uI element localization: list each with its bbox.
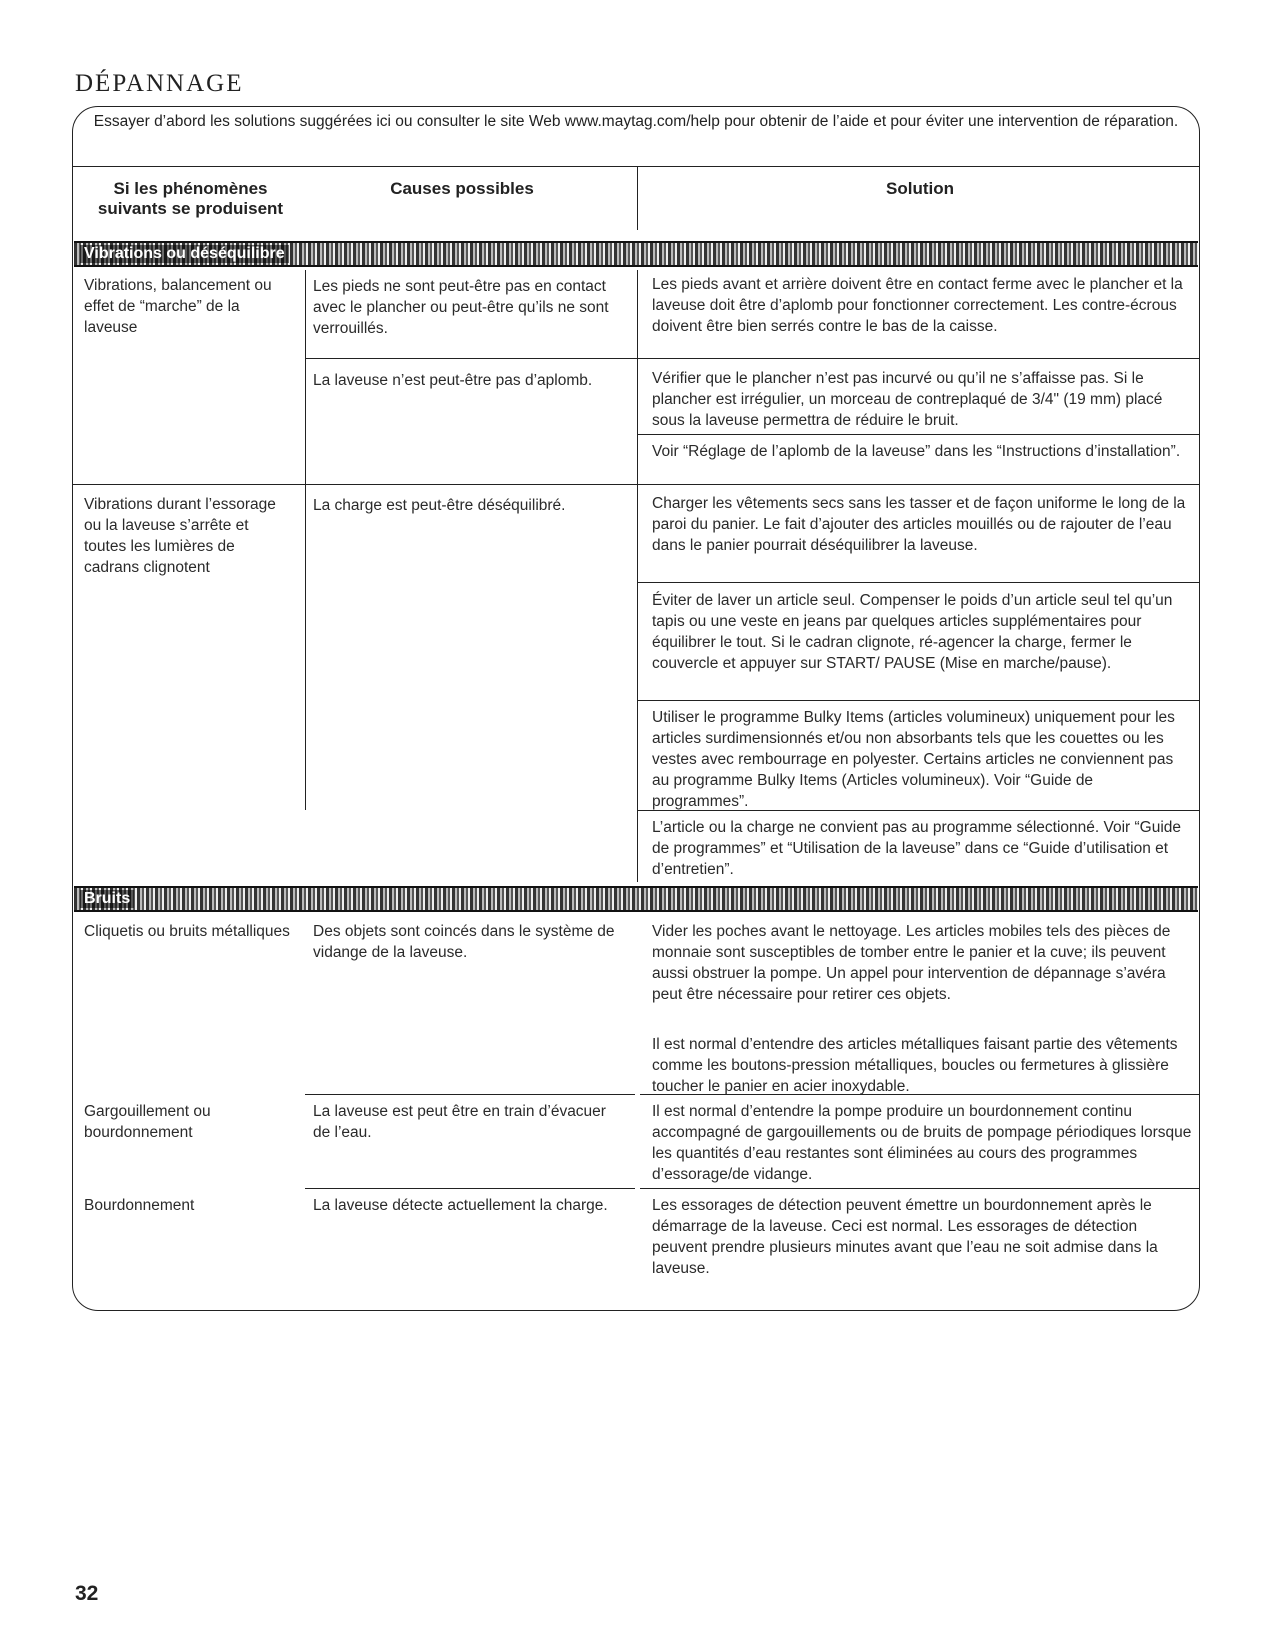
- cause-feet-not-locked: Les pieds ne sont peut-être pas en contact avec le plancher ou peut-être qu’ils ne sont verrouillés.: [313, 278, 609, 337]
- header-causes: Causes possibles: [390, 179, 534, 198]
- page-number: 32: [75, 1582, 99, 1605]
- intro-text: Essayer d’abord les solutions suggérées ici ou consulter le site Web www.maytag.com/help pour obtenir de l’aide et pour éviter une intervention de réparation.: [93, 113, 1179, 130]
- header-column-divider: [637, 166, 638, 230]
- solution-wrong-cycle: L’article ou la charge ne convient pas au programme sélectionné. Voir “Guide de programmes” et “Utilisation de la laveuse” dans ce “Guide d’utilisation et d’entretien”.: [652, 819, 1182, 878]
- cause-objects-stuck: Des objets sont coincés dans le système de vidange de la laveuse.: [313, 923, 615, 961]
- header-solution: Solution: [886, 179, 954, 198]
- problem-spin-vibrations: Vibrations durant l’essorage ou la laveuse s’arrête et toutes les lumières de cadrans clignotent: [84, 496, 276, 576]
- cause-draining: La laveuse est peut être en train d’évacuer de l’eau.: [313, 1103, 606, 1141]
- header-problem: Si les phénomènes suivants se produisent: [97, 179, 284, 218]
- solution-see-installation: Voir “Réglage de l’aplomb de la laveuse” dans les “Instructions d’installation”.: [652, 443, 1181, 460]
- divider-row3-cause: [305, 1094, 635, 1095]
- problem-humming: Bourdonnement: [84, 1197, 195, 1214]
- cause-unbalanced-load: La charge est peut-être déséquilibré.: [313, 497, 566, 514]
- divider-row4-cause: [305, 1188, 635, 1189]
- column-divider-1: [305, 270, 306, 810]
- solution-bulky-items: Utiliser le programme Bulky Items (articles volumineux) uniquement pour les articles surdimensionnés et/ou non absorbants tels que les couettes ou les vestes avec rembourrage en polyester. Certains articles ne conviennent pas au programme Bulky Items (Articles volumineux). Voir “Guide de programmes”.: [652, 709, 1175, 810]
- solution-check-floor: Vérifier que le plancher n’est pas incurvé ou qu’il ne s’affaisse pas. Si le plancher est irrégulier, un morceau de contreplaqué de 3/4" (19 mm) placé sous la laveuse permettra de réduire le bruit.: [652, 370, 1163, 429]
- page-title: DÉPANNAGE: [75, 70, 244, 97]
- divider-r2-b: [637, 700, 1200, 701]
- solution-pump-normal: Il est normal d’entendre la pompe produire un bourdonnement continu accompagné de gargouillements ou de bruits de pompage périodiques lorsque les quantités d’eau restantes sont éliminées au cours des programmes d’essorage/de vidange.: [652, 1103, 1192, 1183]
- section-band-noises: [74, 886, 1198, 912]
- solution-feet-contact: Les pieds avant et arrière doivent être en contact ferme avec le plancher et la laveuse doit être d’aplomb pour fonctionner correctement. Les contre-écrous doivent être bien serrés contre le bas de la caisse.: [652, 276, 1183, 335]
- divider-r2-c: [637, 810, 1200, 811]
- problem-vibrations: Vibrations, balancement ou effet de “marche” de la laveuse: [84, 277, 272, 336]
- solution-avoid-single-item: Éviter de laver un article seul. Compenser le poids d’un article seul tel qu’un tapis ou une veste en jeans par quelques articles supplémentaires pour équilibrer le tout. Si le cadran clignote, ré-agencer la charge, fermer le couvercle et appuyer sur START/ PAUSE (Mise en marche/pause).: [652, 592, 1173, 672]
- divider-r1-a: [305, 358, 1200, 359]
- divider-row3-solution: [640, 1094, 1200, 1095]
- cause-sensing-load: La laveuse détecte actuellement la charge.: [313, 1197, 608, 1214]
- solution-sensing-spins: Les essorages de détection peuvent émettre un bourdonnement après le démarrage de la laveuse. Ceci est normal. Les essorages de détection peuvent prendre plusieurs minutes avant que l’eau ne soit admise dans la laveuse.: [652, 1197, 1158, 1277]
- problem-gurgling: Gargouillement ou bourdonnement: [84, 1103, 211, 1141]
- solution-metal-items-normal: Il est normal d’entendre des articles métalliques faisant partie des vêtements comme les boutons-pression métalliques, boucles ou fermetures à glissière toucher le panier en acier inoxydable.: [652, 1036, 1178, 1095]
- cause-not-level: La laveuse n’est peut-être pas d’aplomb.: [313, 372, 593, 389]
- solution-load-evenly: Charger les vêtements secs sans les tasser et de façon uniforme le long de la paroi du panier. Le fait d’ajouter des articles mouillés ou de rajouter de l’eau dans le panier pourrait déséquilibrer la laveuse.: [652, 495, 1186, 554]
- divider-row4-solution: [640, 1188, 1200, 1189]
- section-band-vibrations: [74, 241, 1198, 267]
- column-divider-2: [637, 270, 638, 882]
- section-title-vibrations: Vibrations ou déséquilibre: [80, 245, 289, 263]
- divider-r1-b: [637, 434, 1200, 435]
- intro-divider: [72, 166, 1200, 167]
- solution-empty-pockets: Vider les poches avant le nettoyage. Les articles mobiles tels des pièces de monnaie sont susceptibles de tomber entre le panier et la cuve; ils peuvent aussi obstruer la pompe. Un appel pour intervention de dépannage s’avéra peut être nécessaire pour retirer ces objets.: [652, 923, 1171, 1003]
- divider-row1: [72, 484, 1200, 485]
- problem-clicking: Cliquetis ou bruits métalliques: [84, 923, 290, 940]
- section-title-noises: Bruits: [80, 890, 134, 908]
- divider-r2-a: [637, 582, 1200, 583]
